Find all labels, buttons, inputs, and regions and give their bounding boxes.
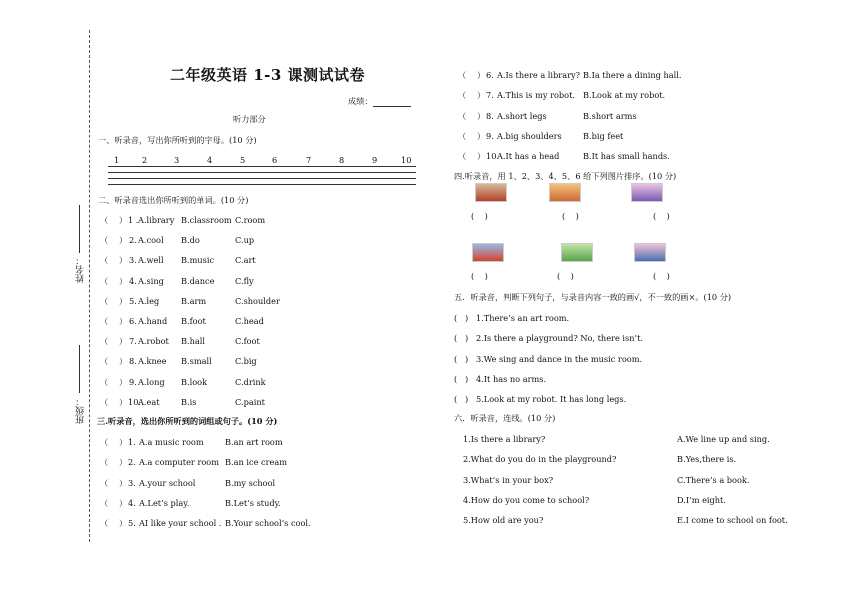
question-number: 9. <box>129 376 137 387</box>
answer-paren[interactable]: （ <box>100 477 109 488</box>
letter-number: 3 <box>174 155 180 165</box>
section6-heading: 六．听录音，连线。(10 分) <box>454 413 556 423</box>
answer-paren: ） <box>119 437 128 447</box>
option-a: A.knee <box>138 356 167 367</box>
question-number: 2. <box>129 235 137 246</box>
picture-5 <box>561 243 593 262</box>
answer-paren[interactable]: （ <box>100 356 109 367</box>
option-a: A.hand <box>138 316 168 326</box>
option-a: AI like your school . <box>139 518 222 529</box>
option-a: A.This is my robot. <box>497 90 575 101</box>
section4-heading: 四.听录音，用 1、2、3、4、5、6 给下列图片排序。(10 分) <box>454 171 677 181</box>
answer-paren[interactable]: （ <box>458 130 467 141</box>
section3-heading: 三.听录音，选出你所听到的词组或句子。(10 分) <box>97 416 278 426</box>
option-a: 3. <box>128 477 136 488</box>
answer-paren[interactable]: （ <box>100 437 109 447</box>
question-number: 6. <box>129 316 137 326</box>
judge-blank[interactable]: ( ) <box>454 394 469 405</box>
option-a: A.sing <box>138 275 164 286</box>
answer-paren[interactable]: （ <box>100 396 109 407</box>
option-b: B.my school <box>225 477 276 488</box>
match-answer[interactable]: C.There’s a book. <box>677 474 750 485</box>
binding-dotted-line <box>89 30 90 542</box>
question-number: 4. <box>129 275 137 286</box>
option-b: B.an ice cream <box>225 457 288 468</box>
match-question[interactable]: 2.What do you do in the playground? <box>463 454 617 465</box>
option-a: A.big shoulders <box>497 130 562 141</box>
answer-paren[interactable]: （ <box>458 90 467 101</box>
answer-paren[interactable]: （ <box>100 255 109 266</box>
letter-number: 1 <box>114 155 120 165</box>
option-a: 9. <box>486 130 494 141</box>
option-a: A.a music room <box>139 437 204 447</box>
option-a: 1. <box>128 437 136 447</box>
option-a: A.cool <box>138 235 164 246</box>
option-b: B.Let’s study. <box>225 497 281 508</box>
option-a: A.leg <box>138 295 160 306</box>
option-b: B.Look at my robot. <box>583 90 666 101</box>
option-b: B.an art room <box>225 437 283 447</box>
writing-line <box>108 172 416 173</box>
judge-sentence: 3.We sing and dance in the music room. <box>476 353 643 364</box>
judge-blank[interactable]: ( ) <box>454 373 469 384</box>
writing-line <box>108 184 416 185</box>
option-b: B.small <box>181 356 212 367</box>
option-a: 8. <box>486 110 494 121</box>
answer-paren: ） <box>119 497 128 508</box>
score-label: 成绩： <box>348 96 373 106</box>
option-a: A.long <box>138 376 165 387</box>
option-b: B.Ia there a dining hall. <box>583 70 682 80</box>
answer-paren: ） <box>119 316 128 326</box>
answer-paren: ） <box>119 235 128 246</box>
answer-paren: ） <box>119 376 128 387</box>
option-a: A.eat <box>138 396 160 407</box>
option-b: B.big feet <box>583 130 624 141</box>
letter-number: 2 <box>142 155 148 165</box>
judge-sentence: 4.It has no arms. <box>476 373 547 384</box>
option-b: B.short arms <box>583 110 637 121</box>
writing-line <box>108 178 416 179</box>
judge-blank[interactable]: ( ) <box>454 313 469 323</box>
answer-paren: ） <box>119 215 128 225</box>
answer-paren[interactable]: （ <box>100 497 109 508</box>
answer-paren: ） <box>119 255 128 266</box>
letter-number: 5 <box>240 155 246 165</box>
option-b: B.foot <box>181 316 206 326</box>
order-blank[interactable]: ( ) <box>471 271 488 281</box>
letter-number: 7 <box>306 155 312 165</box>
option-c: C.head <box>235 316 264 326</box>
writing-line <box>108 166 416 167</box>
match-answer[interactable]: B.Yes,there is. <box>677 454 737 465</box>
option-b: B.Your school’s cool. <box>225 518 311 529</box>
option-a: A.Is there a library? <box>497 70 581 80</box>
option-c: C.foot <box>235 336 260 347</box>
section5-heading: 五．听录音，判断下列句子，与录音内容一致的画√，不一致的画×。(10 分) <box>454 292 732 302</box>
option-b: B.It has small hands. <box>583 151 670 162</box>
answer-paren: ） <box>119 275 128 286</box>
question-number: 5. <box>129 295 137 306</box>
option-a: A.a computer room <box>139 457 219 468</box>
score-field <box>348 96 411 107</box>
order-blank[interactable]: ( ) <box>471 211 488 221</box>
class-label: 班级： <box>76 397 86 424</box>
option-c: C.up <box>235 235 255 246</box>
answer-paren: ） <box>477 151 486 162</box>
letter-number: 8 <box>339 155 345 165</box>
option-c: C.room <box>235 215 266 225</box>
picture-3 <box>631 183 663 202</box>
name-blank-line <box>79 205 80 253</box>
answer-paren[interactable]: （ <box>100 235 109 246</box>
question-number: 3. <box>129 255 137 266</box>
option-a: A.well <box>138 255 164 266</box>
section1-heading: 一、听录音，写出你所听到的字母。(10 分) <box>98 135 257 145</box>
answer-paren[interactable]: （ <box>458 151 467 162</box>
order-blank[interactable]: ( ) <box>653 211 670 221</box>
option-a: 7. <box>486 90 494 101</box>
order-blank[interactable]: ( ) <box>562 211 579 221</box>
question-number: 7. <box>129 336 137 347</box>
question-number: 8. <box>129 356 137 367</box>
answer-paren: ） <box>119 457 128 468</box>
judge-sentence: 5.Look at my robot. It has long legs. <box>476 394 627 405</box>
option-a: A.Let’s play. <box>139 497 190 508</box>
answer-paren[interactable]: （ <box>100 215 109 225</box>
letter-number: 9 <box>372 155 378 165</box>
option-a: 2. <box>128 457 136 468</box>
option-a: A.It has a head <box>497 151 560 162</box>
answer-paren: ） <box>119 477 128 488</box>
answer-paren[interactable]: （ <box>458 70 467 80</box>
picture-6 <box>634 243 666 262</box>
answer-paren[interactable]: （ <box>100 457 109 468</box>
match-question[interactable]: 3.What’s in your box? <box>463 474 554 485</box>
answer-paren: ） <box>477 90 486 101</box>
option-a: 4. <box>128 497 136 508</box>
picture-1 <box>475 183 507 202</box>
answer-paren: ） <box>477 70 486 80</box>
answer-paren: ） <box>119 396 128 407</box>
letter-number: 10 <box>401 155 412 165</box>
option-c: C.big <box>235 356 257 367</box>
answer-paren: ） <box>119 356 128 367</box>
answer-paren[interactable]: （ <box>100 336 109 347</box>
judge-blank[interactable]: ( ) <box>454 353 469 364</box>
option-a: 6. <box>486 70 494 80</box>
option-b: B.do <box>181 235 200 246</box>
answer-paren[interactable]: （ <box>100 275 109 286</box>
match-answer[interactable]: D.I’m eight. <box>677 494 726 505</box>
answer-paren[interactable]: （ <box>100 295 109 306</box>
answer-paren: ） <box>119 336 128 347</box>
option-b: B.dance <box>181 275 215 286</box>
option-a: A.robot <box>138 336 169 347</box>
option-b: B.hall <box>181 336 206 347</box>
answer-paren[interactable]: （ <box>100 376 109 387</box>
option-c: C.shoulder <box>235 295 280 306</box>
judge-sentence: 1.There’s an art room. <box>476 313 570 323</box>
answer-paren: ） <box>119 295 128 306</box>
match-question[interactable]: 5.How old are you? <box>463 515 544 526</box>
option-c: C.art <box>235 255 256 266</box>
order-blank[interactable]: ( ) <box>653 271 670 281</box>
answer-paren: ） <box>119 518 128 529</box>
judge-blank[interactable]: ( ) <box>454 333 469 344</box>
match-answer[interactable]: A.We line up and sing. <box>677 434 770 444</box>
question-number: 10. <box>128 396 142 407</box>
answer-paren[interactable]: （ <box>100 316 109 326</box>
option-c: C.fly <box>235 275 254 286</box>
option-a: A.library <box>138 215 175 225</box>
option-c: C.paint <box>235 396 265 407</box>
page-title: 二年级英语 1-3 课测试试卷 <box>170 66 366 84</box>
option-b: B.music <box>181 255 215 266</box>
answer-paren[interactable]: （ <box>100 518 109 529</box>
score-blank[interactable] <box>373 98 411 107</box>
class-blank-line <box>79 345 80 393</box>
option-a: A.short legs <box>497 110 547 121</box>
letter-number: 6 <box>272 155 278 165</box>
option-b: B.look <box>181 376 208 387</box>
picture-4 <box>472 243 504 262</box>
section2-heading: 二、听录音选出你所听到的单词。(10 分) <box>98 195 249 205</box>
match-question[interactable]: 4.How do you come to school? <box>463 494 590 505</box>
option-b: B.is <box>181 396 197 407</box>
question-number: 1 . <box>128 215 139 225</box>
option-a: 5. <box>128 518 136 529</box>
answer-paren: ） <box>477 110 486 121</box>
name-label: 姓名： <box>76 256 86 283</box>
match-answer[interactable]: E.I come to school on foot. <box>677 515 788 526</box>
listening-label: 听力部分 <box>233 114 266 124</box>
match-question[interactable]: 1.Is there a library? <box>463 434 546 444</box>
answer-paren: ） <box>477 130 486 141</box>
option-a: 10. <box>486 151 500 162</box>
letter-number: 4 <box>207 155 213 165</box>
picture-2 <box>549 183 581 202</box>
option-b: B.classroom <box>181 215 232 225</box>
judge-sentence: 2.Is there a playground? No, there isn’t. <box>476 333 643 344</box>
answer-paren[interactable]: （ <box>458 110 467 121</box>
option-a: A.your school <box>139 477 196 488</box>
order-blank[interactable]: ( ) <box>557 271 574 281</box>
option-b: B.arm <box>181 295 207 306</box>
option-c: C.drink <box>235 376 266 387</box>
